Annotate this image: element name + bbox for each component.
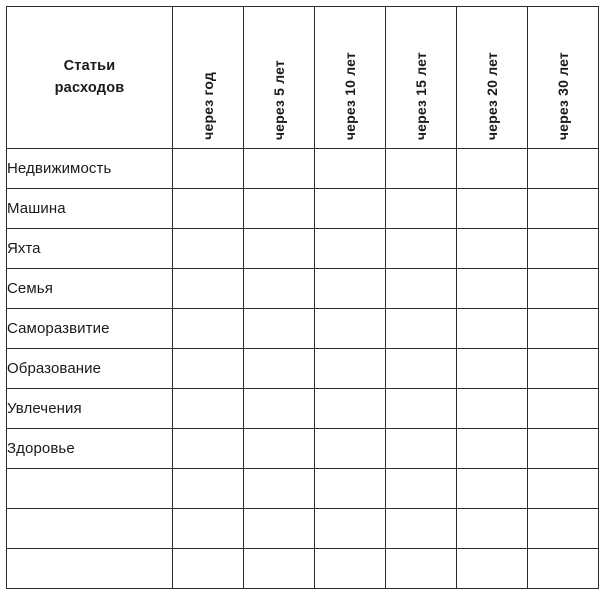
table-row [7,509,599,549]
table-row [7,349,599,389]
table-row [7,389,599,429]
row-label: Недвижимость [7,149,173,189]
table-cell[interactable] [173,269,244,309]
row-label[interactable] [7,469,173,509]
expense-table [6,6,599,589]
column-header-period-6-label: через 30 лет [555,51,571,140]
table-cell[interactable] [173,149,244,189]
column-header-period-1 [173,7,244,149]
column-header-period-3 [315,7,386,149]
table-cell[interactable] [244,429,315,469]
table-cell[interactable] [528,309,599,349]
table-cell[interactable] [173,429,244,469]
table-cell[interactable] [244,229,315,269]
row-label[interactable] [7,509,173,549]
table-cell[interactable] [315,269,386,309]
table-cell[interactable] [244,149,315,189]
table-cell[interactable] [457,309,528,349]
table-cell[interactable] [528,469,599,509]
table-cell[interactable] [315,189,386,229]
table-row [7,189,599,229]
table-cell[interactable] [386,389,457,429]
table-cell[interactable] [386,429,457,469]
table-cell[interactable] [457,509,528,549]
table-cell[interactable] [244,509,315,549]
table-cell[interactable] [315,349,386,389]
table-cell[interactable] [173,549,244,589]
table-cell[interactable] [315,509,386,549]
table-cell[interactable] [457,189,528,229]
table-row [7,309,599,349]
table-cell[interactable] [457,229,528,269]
table-cell[interactable] [315,389,386,429]
table-cell[interactable] [315,309,386,349]
table-cell[interactable] [386,549,457,589]
table-cell[interactable] [386,349,457,389]
table-cell[interactable] [457,389,528,429]
table-cell[interactable] [457,549,528,589]
table-cell[interactable] [457,149,528,189]
column-header-period-2 [244,7,315,149]
table-cell[interactable] [315,429,386,469]
table-cell[interactable] [457,269,528,309]
table-row [7,269,599,309]
table-cell[interactable] [244,349,315,389]
table-header-row [7,7,599,149]
table-cell[interactable] [315,469,386,509]
column-header-line-2: расходов [54,79,125,96]
column-header-period-4 [386,7,457,149]
table-cell[interactable] [244,389,315,429]
table-cell[interactable] [386,509,457,549]
column-header-line-1: Статьи [63,58,116,75]
table-cell[interactable] [528,549,599,589]
table-cell[interactable] [244,189,315,229]
table-cell[interactable] [457,429,528,469]
table-cell[interactable] [386,309,457,349]
column-header-period-3-label: через 10 лет [342,51,358,140]
table-row [7,469,599,509]
table-row [7,149,599,189]
table-cell[interactable] [386,269,457,309]
row-label: Образование [7,349,173,389]
table-row [7,549,599,589]
column-header-period-2-label: через 5 лет [271,59,287,140]
table-cell[interactable] [528,349,599,389]
table-row [7,229,599,269]
table-cell[interactable] [528,429,599,469]
column-header-period-6 [528,7,599,149]
table-cell[interactable] [457,349,528,389]
table-cell[interactable] [244,309,315,349]
table-cell[interactable] [244,549,315,589]
row-label: Машина [7,189,173,229]
table-cell[interactable] [173,229,244,269]
table-cell[interactable] [173,509,244,549]
table-cell[interactable] [386,469,457,509]
table-cell[interactable] [173,349,244,389]
table-cell[interactable] [244,469,315,509]
table-cell[interactable] [528,189,599,229]
table-cell[interactable] [173,389,244,429]
table-cell[interactable] [315,229,386,269]
table-cell[interactable] [528,149,599,189]
table-cell[interactable] [528,389,599,429]
table-cell[interactable] [528,229,599,269]
row-label[interactable] [7,549,173,589]
column-header-expense-items [7,7,173,149]
table-cell[interactable] [173,189,244,229]
row-label: Яхта [7,229,173,269]
column-header-period-1-label: через год [200,72,216,140]
table-cell[interactable] [315,549,386,589]
row-label: Здоровье [7,429,173,469]
row-label: Семья [7,269,173,309]
column-header-period-5 [457,7,528,149]
table-cell[interactable] [528,269,599,309]
table-cell[interactable] [528,509,599,549]
row-label: Увлечения [7,389,173,429]
table-cell[interactable] [386,149,457,189]
column-header-period-4-label: через 15 лет [413,51,429,140]
table-cell[interactable] [386,229,457,269]
table-cell[interactable] [173,309,244,349]
row-label: Саморазвитие [7,309,173,349]
table-cell[interactable] [173,469,244,509]
table-cell[interactable] [457,469,528,509]
table-cell[interactable] [386,189,457,229]
table-row [7,429,599,469]
column-header-period-5-label: через 20 лет [484,51,500,140]
table-cell[interactable] [315,149,386,189]
table-cell[interactable] [244,269,315,309]
